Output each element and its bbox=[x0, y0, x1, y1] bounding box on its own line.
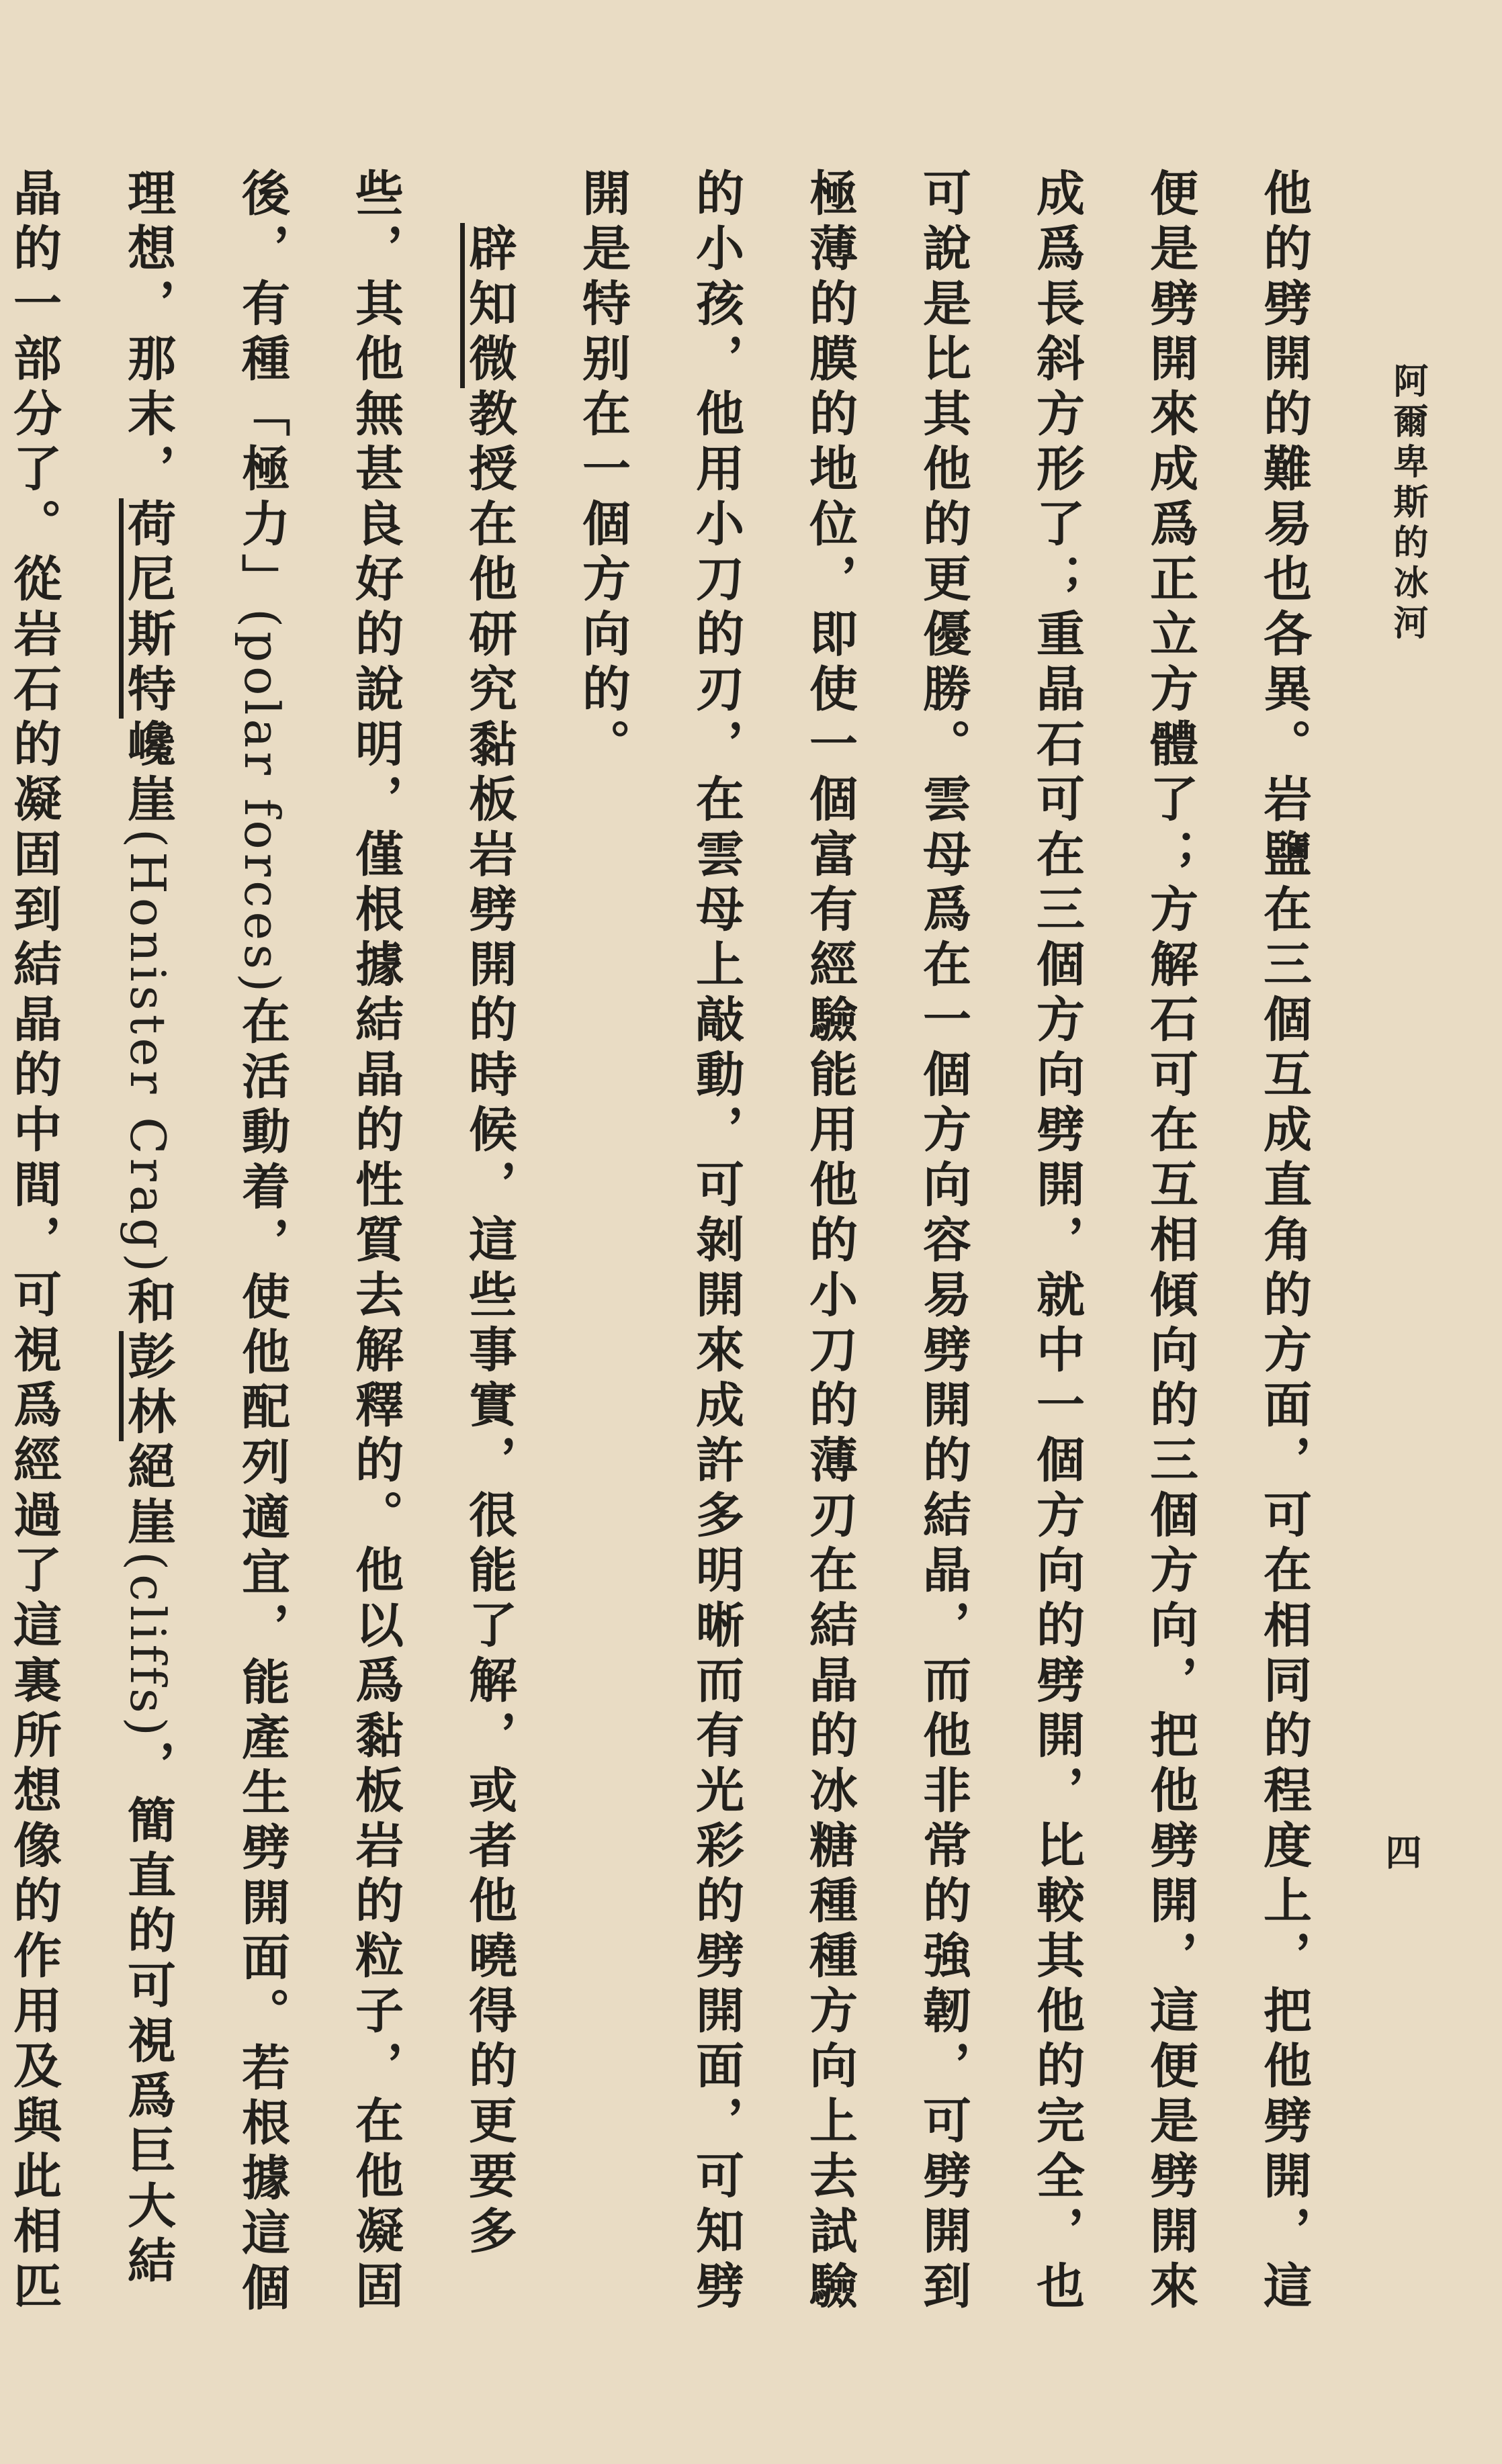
paragraph-text: 教授在他研究黏板岩劈開的時候，這些事實，很能了解，或者他曉得的更要多些，其他無甚良好的說明，僅根據結晶的性質去解釋的。他以爲黏板岩的粒子，在他凝固後，有種「極力」 bbox=[234, 168, 518, 2316]
paragraph-text: 和 bbox=[120, 1276, 177, 1332]
page-number: 四 bbox=[1380, 1833, 1423, 1870]
place-name: 荷尼斯特 bbox=[120, 498, 177, 719]
paragraph-text: 絕崖 bbox=[120, 1441, 177, 1552]
latin-term: (Honister Crag) bbox=[120, 829, 176, 1277]
paragraph-1: 他的劈開的難易也各異。岩鹽在三個互成直角的方面，可在相同的程度上，把他劈開，這便是劈開來成爲正立方體了；方解石可在互相傾向的三個方向，把他劈開，這便是劈開來成爲長斜方形了；重晶石可在三個方向劈開，就中一個方向的劈開，比較其他的完全，也可說是比其他的更優勝。雲母爲在一個方向容易劈開的結晶，而他非常的強韌，可劈開到極薄的膜的地位，即使一個富有經驗能用他的小刀的薄刃在結晶的冰糖種種方向上去試驗的小孩，他用小刀的刃，在雲母上敲動，可剝開來成許多明晰而有光彩的劈開面，可知劈開是特别在一個方向的。 bbox=[574, 168, 1313, 2316]
running-title: 阿爾卑斯的冰河 bbox=[1387, 363, 1428, 645]
person-name: 辟知微 bbox=[461, 223, 518, 388]
latin-term: (polar forces) bbox=[234, 608, 290, 997]
paragraph-text: 巉崖 bbox=[120, 719, 177, 829]
paragraph-2 bbox=[0, 168, 546, 2337]
latin-term: (cliffs) bbox=[120, 1551, 176, 1740]
body-text bbox=[0, 168, 1341, 2337]
paragraph-text: ，簡直的可視爲巨大結晶的一部分了。從岩石的凝固到結晶的中間，可視爲經過了這裏所想像的作用及與此相匹 bbox=[5, 168, 177, 2316]
place-name: 彭林 bbox=[120, 1331, 177, 1442]
paragraph-text: 在活動着，使他配列適宜，能產生劈開面。若根據這個理想，那末， bbox=[120, 168, 291, 2318]
